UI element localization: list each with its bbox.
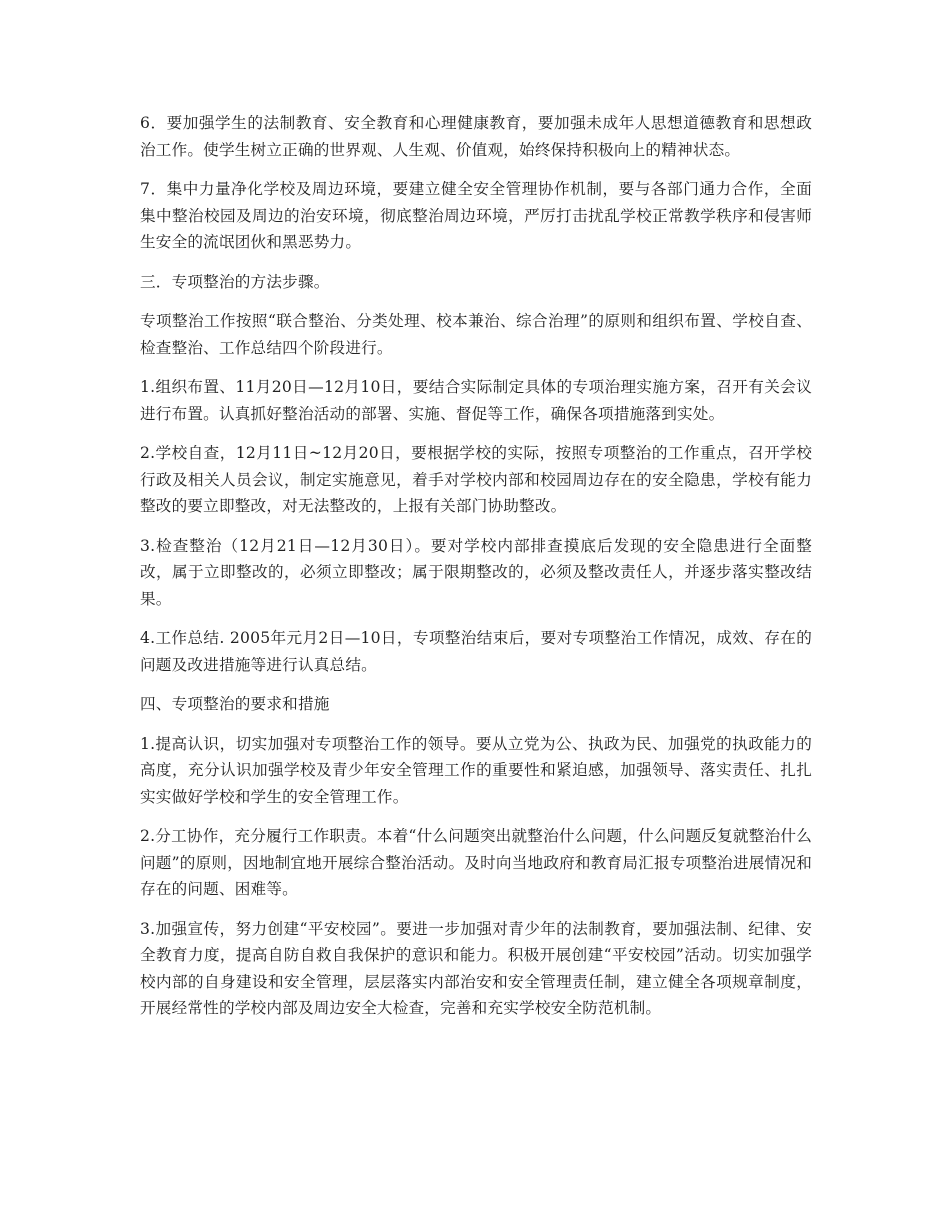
paragraph-requirement-2: 2.分工协作，充分履行工作职责。本着“什么问题突出就整治什么问题，什么问题反复就整治什么问题”的原则，因地制宜地开展综合整治活动。及时向当地政府和教育局汇报专项整治进展情况和存在的问题、困难等。 xyxy=(140,827,812,898)
paragraph-requirement-1: 1.提高认识，切实加强对专项整治工作的领导。要从立党为公、执政为民、加强党的执政能力的高度，充分认识加强学校及青少年安全管理工作的重要性和紧迫感，加强领导、落实责任、扎扎实实做好学校和学生的安全管理工作。 xyxy=(140,734,812,806)
section-heading-requirements: 四、专项整治的要求和措施 xyxy=(140,695,330,713)
section-heading-methods: 三．专项整治的方法步骤。 xyxy=(140,272,330,291)
paragraph-item-7: 7．集中力量净化学校及周边环境，要建立健全安全管理协作机制，要与各部门通力合作，全面集中整治校园及周边的治安环境，彻底整治周边环境，严厉打击扰乱学校正常教学秩序和侵害师生安全的流氓团伙和黑恶势力。 xyxy=(140,180,812,251)
paragraph-item-6: 6．要加强学生的法制教育、安全教育和心理健康教育，要加强未成年人思想道德教育和思想政治工作。使学生树立正确的世界观、人生观、价值观，始终保持积极向上的精神状态。 xyxy=(140,114,812,159)
paragraph-requirement-3: 3.加强宣传，努力创建“平安校园”。要进一步加强对青少年的法制教育，要加强法制、纪律、安全教育力度，提高自防自救自我保护的意识和能力。积极开展创建“平安校园”活动。切实加强学校内部的自身建设和安全管理，层层落实内部治安和安全管理责任制，建立健全各项规章制度，开展经常性的学校内部及周边安全大检查，完善和充实学校安全防范机制。 xyxy=(140,919,812,1017)
paragraph-step-3: 3.检查整治（12月21日—12月30日）。要对学校内部排查摸底后发现的安全隐患进行全面整改，属于立即整改的，必须立即整改；属于限期整改的，必须及整改责任人，并逐步落实整改结果。 xyxy=(140,536,812,608)
paragraph-step-2: 2.学校自查，12月11日~12月20日，要根据学校的实际，按照专项整治的工作重点，召开学校行政及相关人员会议，制定实施意见，着手对学校内部和校园周边存在的安全隐患，学校有能力整改的要立即整改，对无法整改的，上报有关部门协助整改。 xyxy=(140,444,812,515)
paragraph-methods-intro: 专项整治工作按照“联合整治、分类处理、校本兼治、综合治理”的原则和组织布置、学校自查、检查整治、工作总结四个阶段进行。 xyxy=(140,312,812,357)
paragraph-step-4: 4.工作总结. 2005年元月2日—10日，专项整治结束后，要对专项整治工作情况，成效、存在的问题及改进措施等进行认真总结。 xyxy=(140,629,812,674)
paragraph-step-1: 1.组织布置、11月20日—12月10日，要结合实际制定具体的专项治理实施方案，召开有关会议进行布置。认真抓好整治活动的部署、实施、督促等工作，确保各项措施落到实处。 xyxy=(140,378,812,423)
